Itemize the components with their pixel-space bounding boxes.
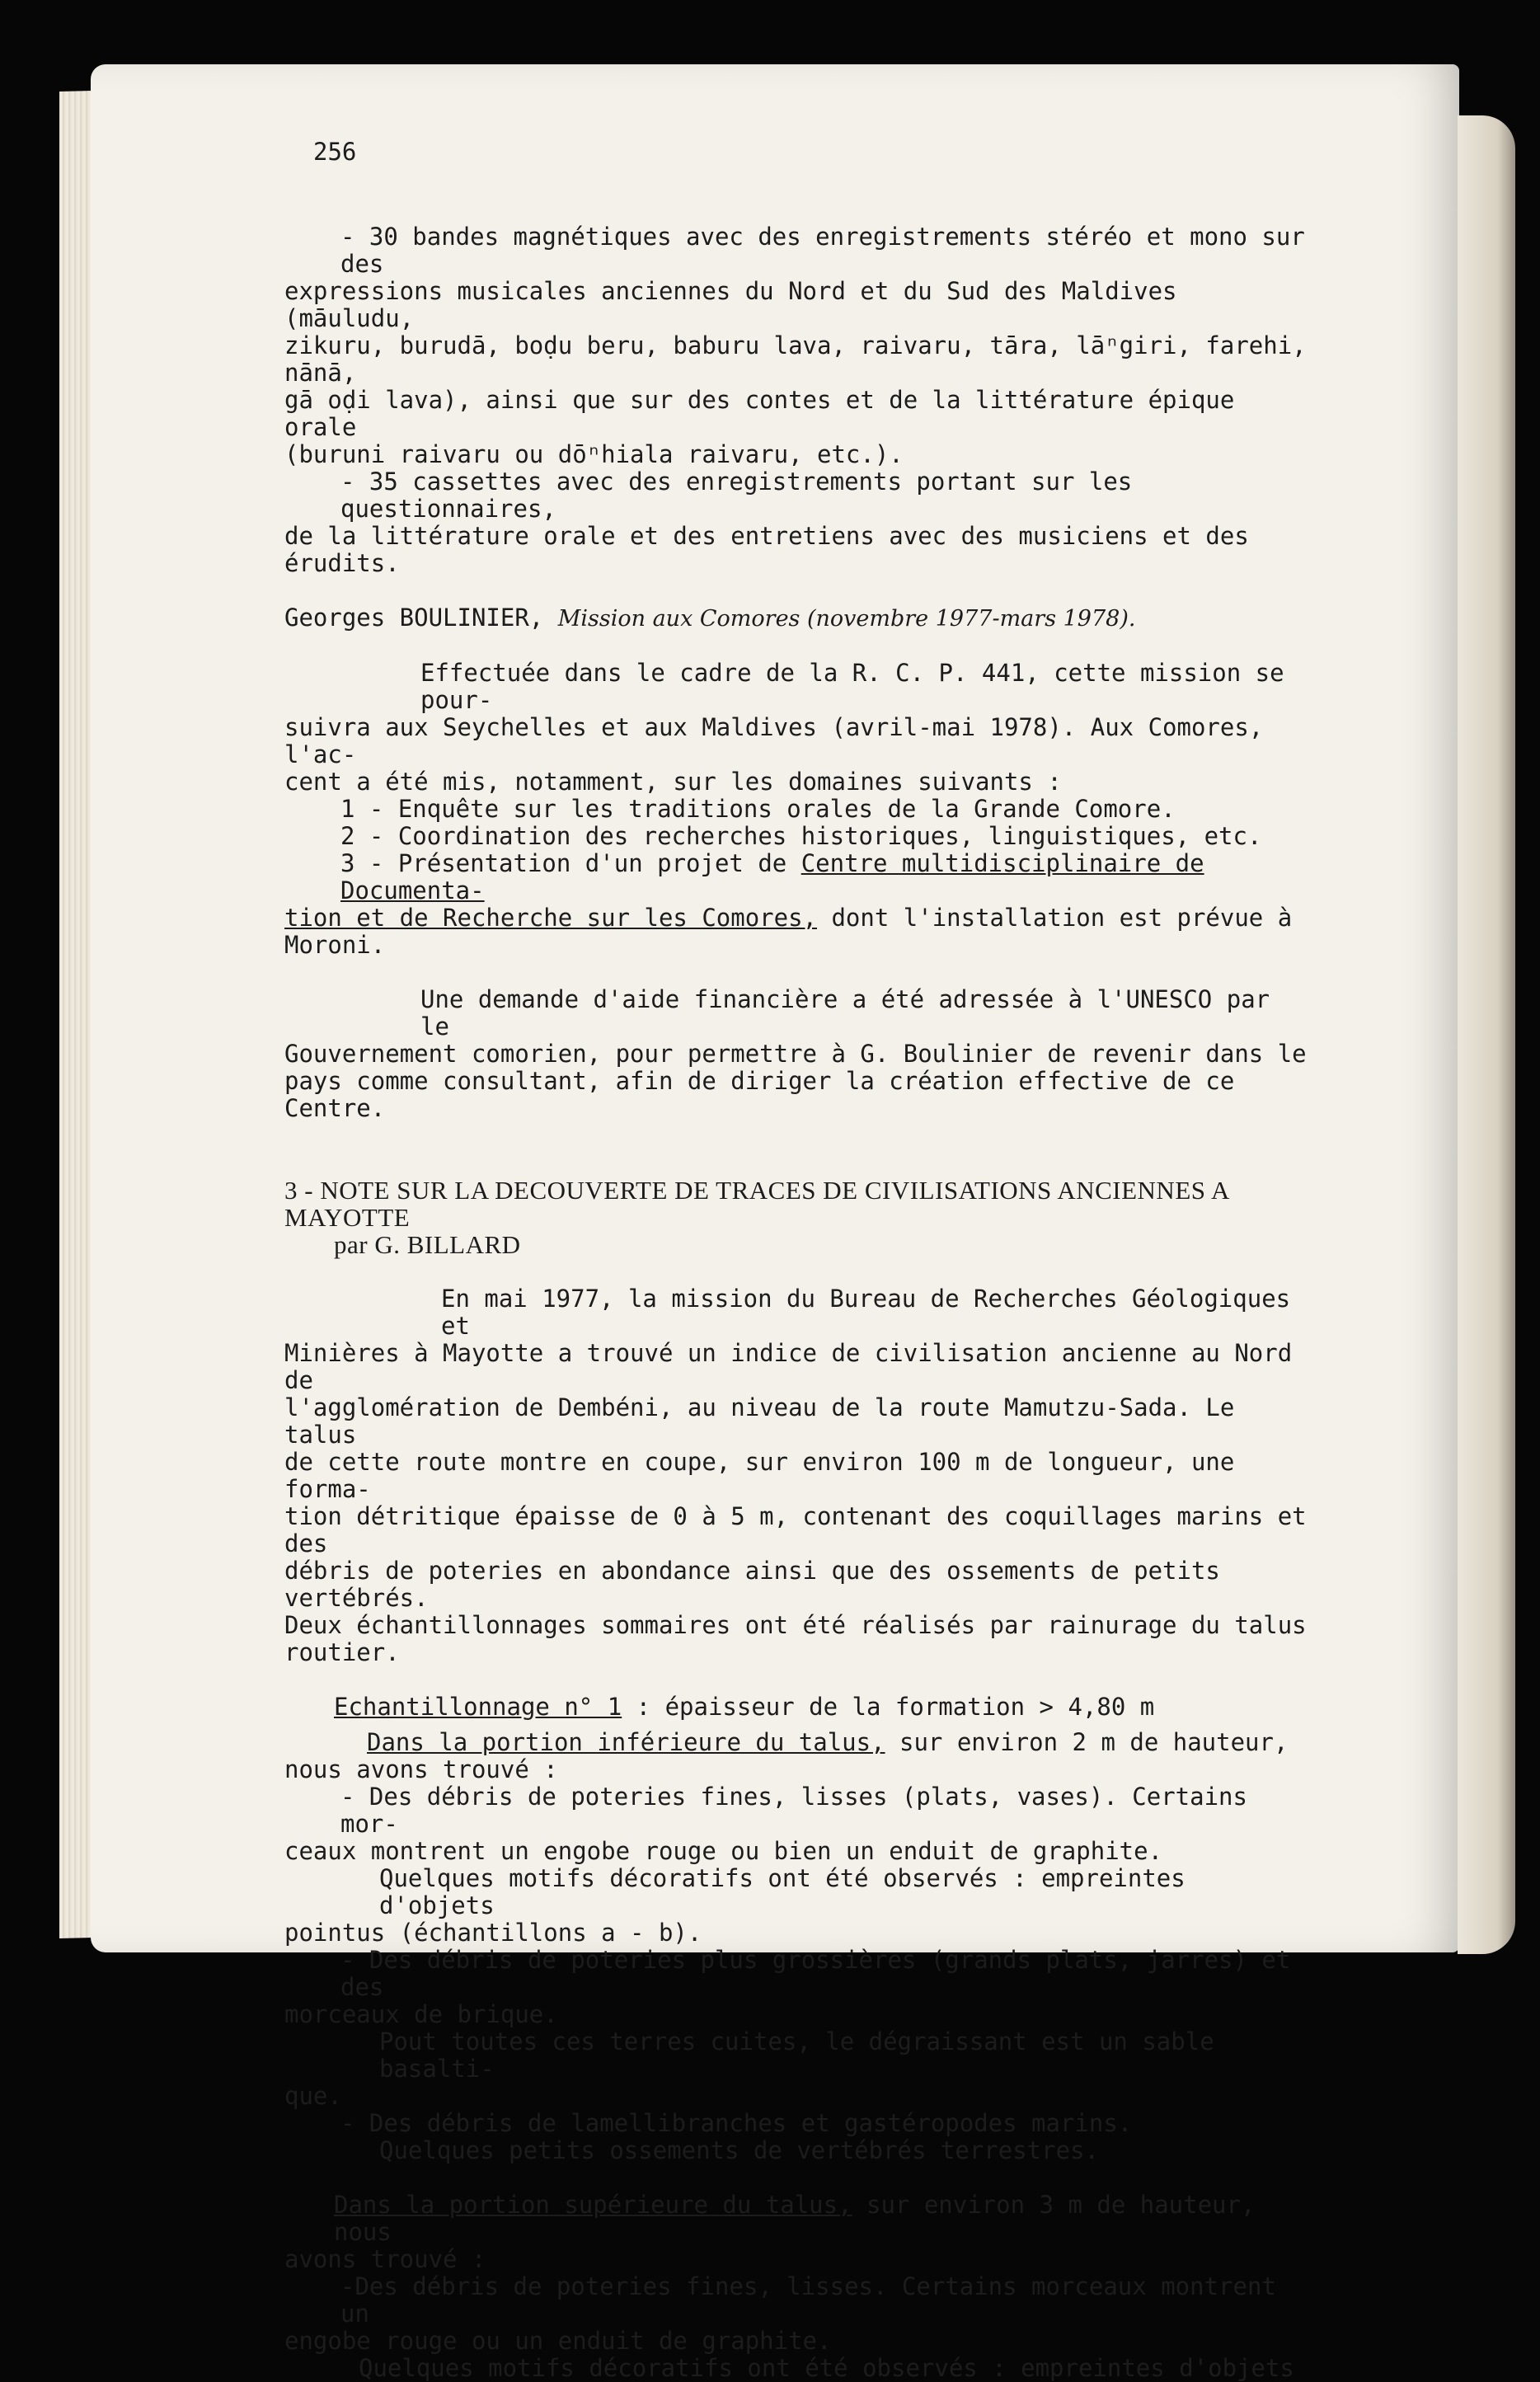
text-line: tion détritique épaisse de 0 à 5 m, contenant des coquillages marins et des	[284, 1502, 1307, 1557]
text-line: routier.	[284, 1638, 400, 1666]
text-line: Gouvernement comorien, pour permettre à G. Boulinier de revenir dans le	[284, 1040, 1307, 1068]
text-line: expressions musicales anciennes du Nord et du Sud des Maldives (māuludu,	[284, 277, 1177, 332]
item3-rest: dont l'installation est prévue à	[817, 904, 1293, 932]
subsection-line	[284, 1729, 1307, 1756]
item3-prefix: 3 - Présentation d'un projet de	[340, 849, 801, 877]
text-line: cent a été mis, notamment, sur les domaines suivants :	[284, 768, 1062, 796]
page-number: 256	[313, 138, 357, 166]
text-line: Effectuée dans le cadre de la R. C. P. 441, cette mission se pour-	[420, 659, 1284, 714]
section-heading: 3 - NOTE SUR LA DECOUVERTE DE TRACES DE CIVILISATIONS ANCIENNES A MAYOTTE	[284, 1176, 1229, 1232]
mission-author: Georges BOULINIER,	[284, 604, 558, 632]
text-line	[284, 904, 1307, 932]
text-line: de cette route montre en coupe, sur environ 100 m de longueur, une forma-	[284, 1448, 1235, 1503]
text-line: Quelques motifs décoratifs ont été observés : empreintes d'objets	[379, 1864, 1186, 1919]
text-line: gā oḍi lava), ainsi que sur des contes et de la littérature épique orale	[284, 386, 1235, 441]
section-byline: par G. BILLARD	[334, 1230, 521, 1259]
text-line: Quelques petits ossements de vertébrés terrestres.	[379, 2136, 1099, 2164]
mission-title-text: Mission aux Comores (novembre 1977-mars 1978).	[557, 606, 1136, 632]
mission-title	[284, 604, 1307, 632]
text-line: morceaux de brique.	[284, 2000, 558, 2028]
text-line: suivra aux Seychelles et aux Maldives (avril-mai 1978). Aux Comores, l'ac-	[284, 713, 1264, 768]
text-line: Quelques motifs décoratifs ont été observés : empreintes d'objets	[359, 2354, 1294, 2382]
text-line: pays comme consultant, afin de diriger la création effective de ce Centre.	[284, 1067, 1235, 1122]
sampling-rest: : épaisseur de la formation > 4,80 m	[622, 1693, 1155, 1721]
text-line: - Des débris de poteries plus grossières (grands plats, jarres) et des	[340, 1946, 1291, 2001]
text-line: ceaux montrent un engobe rouge ou bien un enduit de graphite.	[284, 1837, 1163, 1865]
text-line: engobe rouge ou un enduit de graphite.	[284, 2327, 832, 2355]
list-item	[284, 850, 1307, 904]
book-spine-edge	[1458, 115, 1515, 1954]
text-line: Minières à Mayotte a trouvé un indice de civilisation ancienne au Nord de	[284, 1339, 1293, 1394]
item3-underlined: tion et de Recherche sur les Comores,	[284, 904, 818, 932]
page-text	[284, 124, 1307, 2382]
text-line: Moroni.	[284, 931, 386, 959]
text-line: que.	[284, 2082, 342, 2110]
subsection-label: Dans la portion supérieure du talus,	[334, 2191, 852, 2219]
text-line: de la littérature orale et des entretiens avec des musiciens et des érudits.	[284, 522, 1249, 577]
sampling-heading	[284, 1694, 1307, 1721]
list-item: 2 - Coordination des recherches historiques, linguistiques, etc.	[340, 822, 1262, 850]
text-line: - 30 bandes magnétiques avec des enregistrements stéréo et mono sur des	[340, 223, 1305, 278]
item3-underlined: Centre multidisciplinaire de Documenta-	[340, 849, 1204, 904]
text-line: Pout toutes ces terres cuites, le dégraissant est un sable basalti-	[379, 2027, 1214, 2083]
text-line: Deux échantillonnages sommaires ont été réalisés par rainurage du talus	[284, 1611, 1307, 1639]
sampling-label: Echantillonnage n° 1	[334, 1693, 622, 1721]
text-line: - Des débris de poteries fines, lisses (plats, vases). Certains mor-	[340, 1783, 1247, 1838]
text-line: pointus (échantillons a - b).	[284, 1919, 702, 1947]
text-line: avons trouvé :	[284, 2245, 486, 2273]
text-line: zikuru, burudā, boḍu beru, baburu lava, raivaru, tāra, lāⁿgiri, farehi, nānā,	[284, 331, 1307, 387]
text-line: (buruni raivaru ou dōⁿhiala raivaru, etc.).	[284, 440, 904, 468]
text-line: - 35 cassettes avec des enregistrements portant sur les questionnaires,	[340, 467, 1133, 523]
subsection-line	[284, 2192, 1307, 2246]
subsection-rest: sur environ 3 m de hauteur, nous	[334, 2191, 1256, 2246]
text-line: nous avons trouvé :	[284, 1755, 558, 1783]
text-line: l'agglomération de Dembéni, au niveau de la route Mamutzu-Sada. Le talus	[284, 1393, 1235, 1449]
text-line: Une demande d'aide financière a été adressée à l'UNESCO par le	[420, 985, 1270, 1041]
text-line: débris de poteries en abondance ainsi que des ossements de petits vertébrés.	[284, 1557, 1220, 1612]
subsection-label: Dans la portion inférieure du talus,	[367, 1728, 885, 1756]
text-line: -Des débris de poteries fines, lisses. Certains morceaux montrent un	[340, 2272, 1276, 2328]
list-item: 1 - Enquête sur les traditions orales de la Grande Comore.	[340, 795, 1176, 823]
text-line: En mai 1977, la mission du Bureau de Recherches Géologiques et	[441, 1285, 1291, 1340]
subsection-rest: sur environ 2 m de hauteur,	[885, 1728, 1289, 1756]
text-line: - Des débris de lamellibranches et gastéropodes marins.	[340, 2109, 1133, 2137]
